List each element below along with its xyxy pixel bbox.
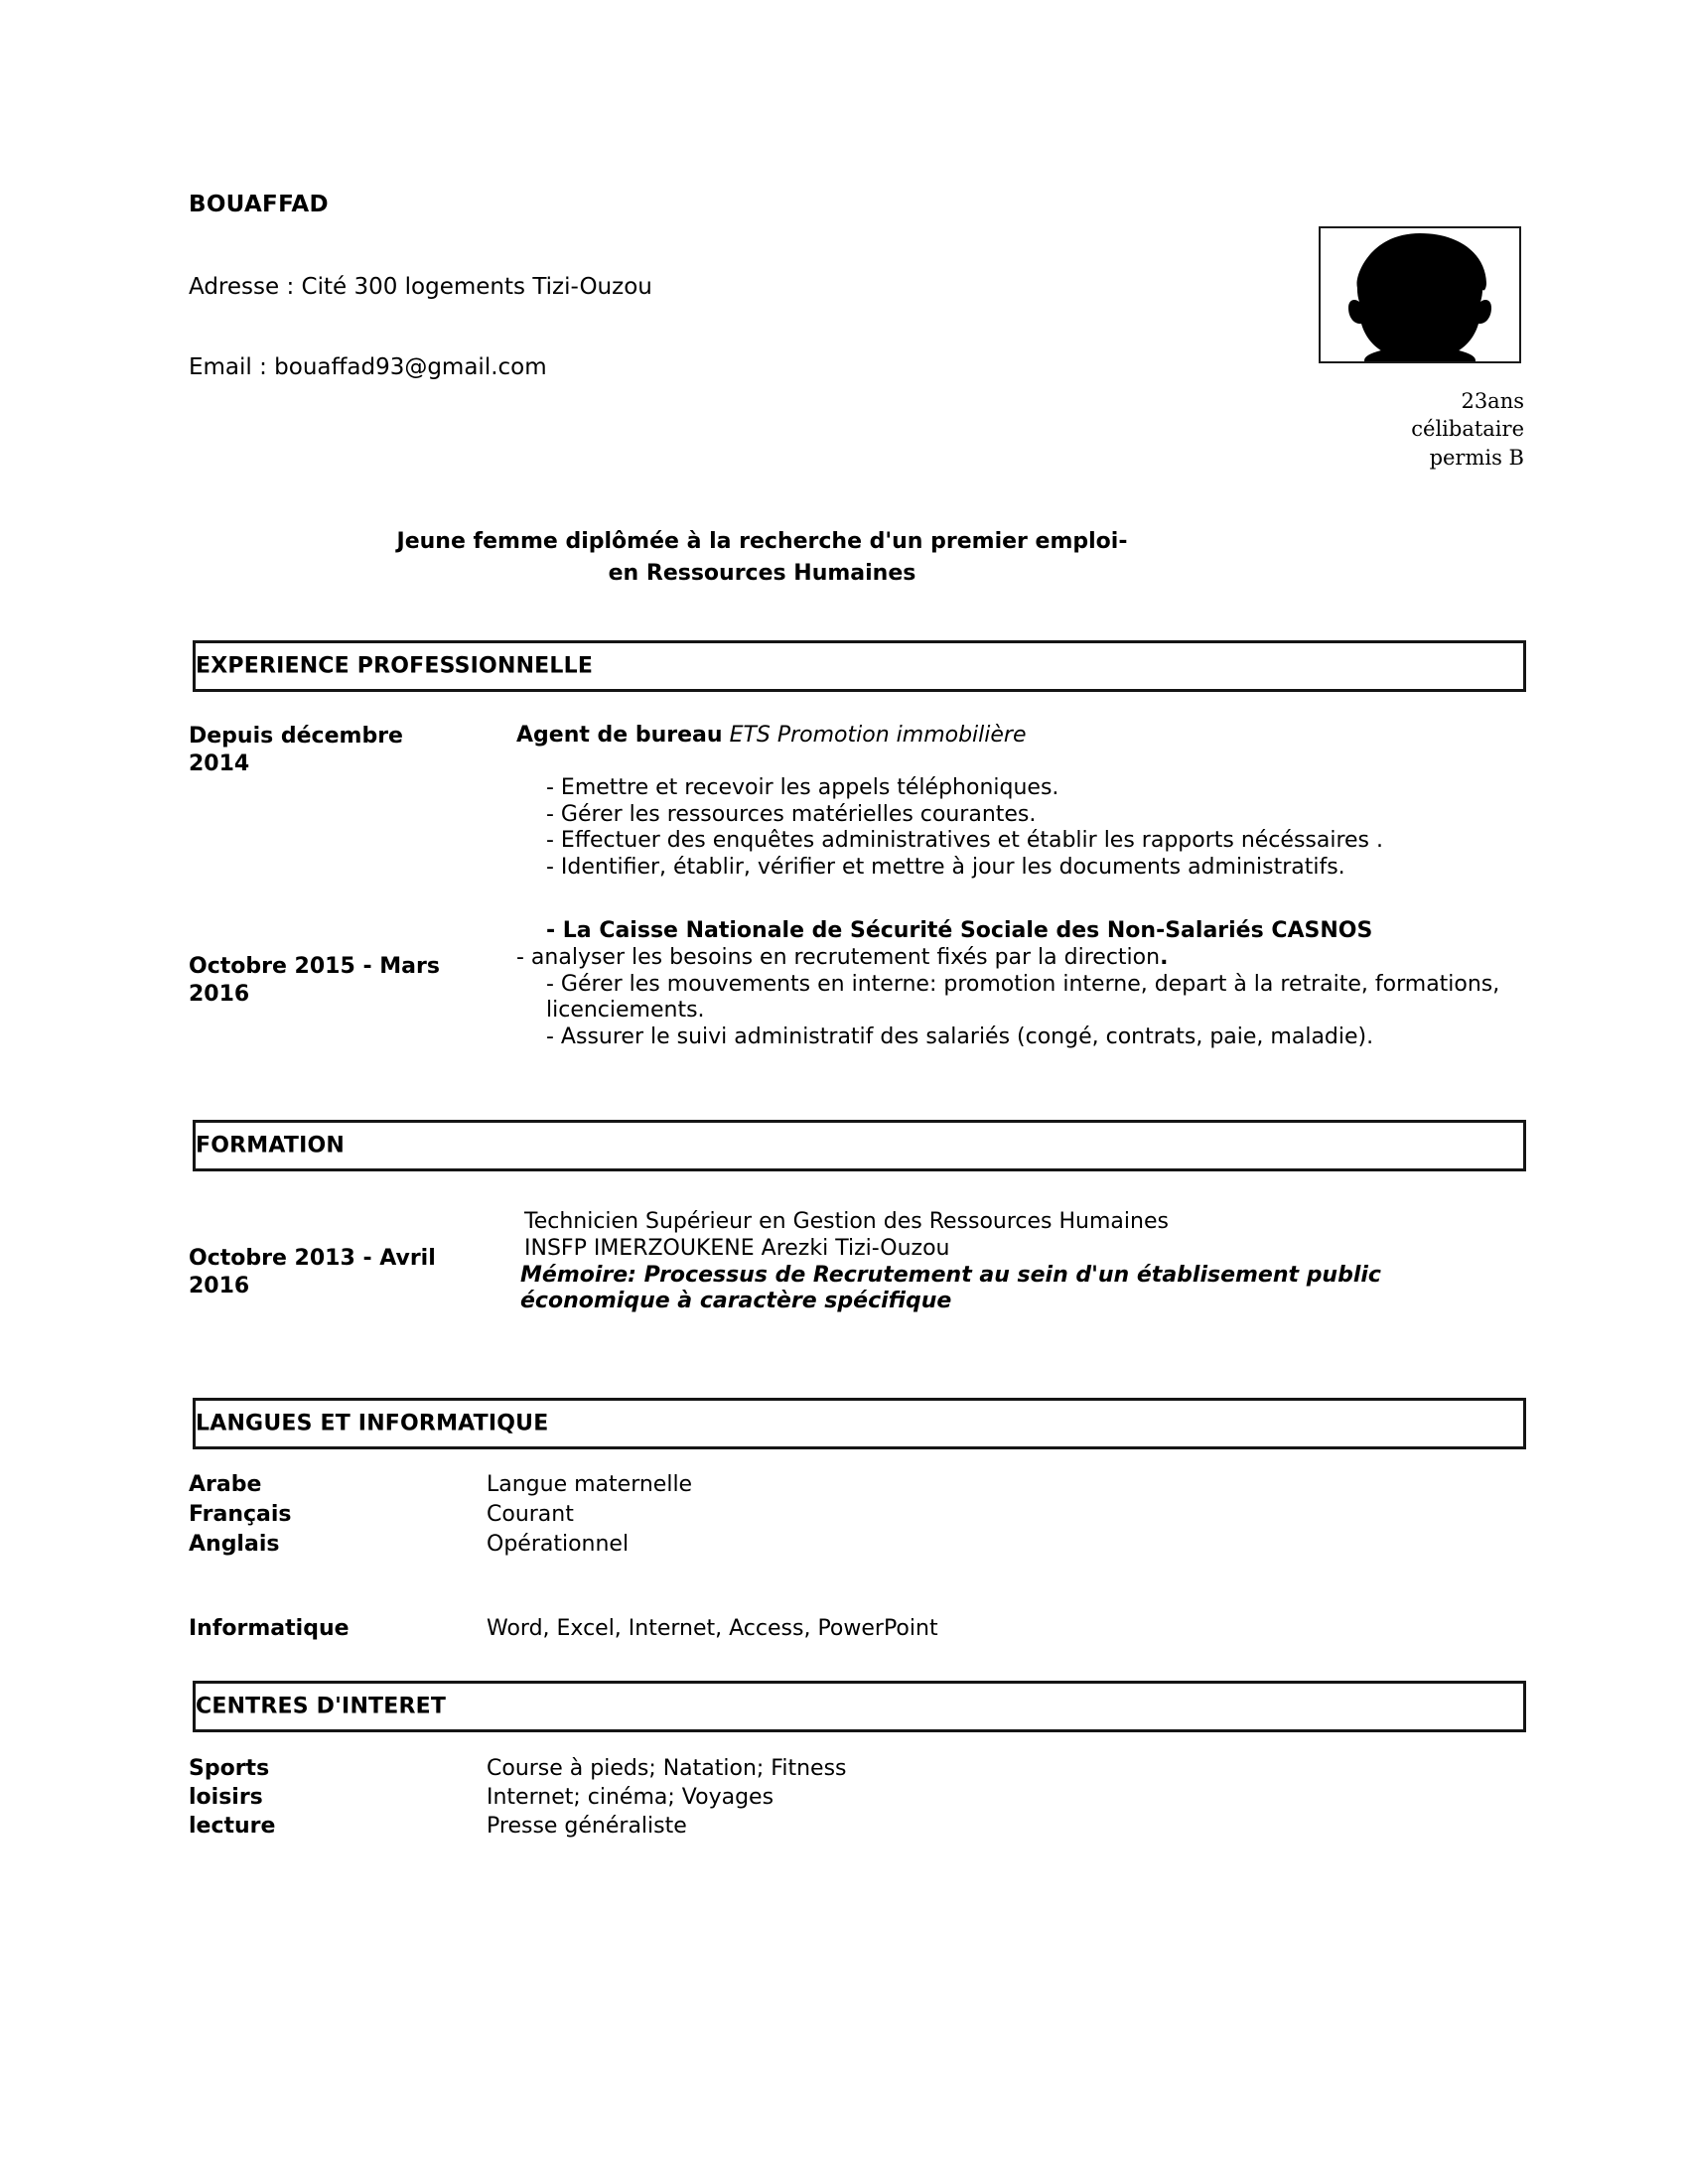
langue-label: Anglais	[189, 1532, 280, 1557]
formation-memoir-line-1: Mémoire: Processus de Recrutement au sein d'un établisement public	[520, 1262, 1381, 1288]
langue-value: Opérationnel	[487, 1532, 630, 1557]
candidate-email: Email : bouaffad93@gmail.com	[189, 354, 547, 380]
section-title-interets: CENTRES D'INTERET	[196, 1694, 447, 1719]
photo-meta-block	[1142, 387, 1524, 472]
headline-line-2: en Ressources Humaines	[608, 560, 916, 586]
experience-entry-2	[189, 918, 1529, 1067]
interet-value: Internet; cinéma; Voyages	[487, 1785, 774, 1810]
experience-entry-1-dates	[189, 723, 487, 777]
langue-label: Français	[189, 1502, 292, 1527]
date-line-1: Depuis décembre	[189, 724, 403, 749]
interet-label: loisirs	[189, 1785, 263, 1810]
experience-entry-1-role-row	[516, 723, 1529, 750]
langue-label: Arabe	[189, 1472, 262, 1497]
experience-entry-1-role: Agent de bureau	[516, 723, 723, 748]
formation-diploma: Technicien Supérieur en Gestion des Ressources Humaines	[524, 1209, 1169, 1234]
informatique-label: Informatique	[189, 1616, 350, 1641]
headline-line-1: Jeune femme diplômée à la recherche d'un premier emploi-	[396, 529, 1128, 554]
interet-label: lecture	[189, 1814, 276, 1839]
formation-entry-1-dates	[189, 1245, 487, 1299]
interet-value: Course à pieds; Natation; Fitness	[487, 1756, 847, 1781]
experience-entry-1-content	[516, 723, 1529, 882]
experience-entry-1-bullets	[546, 775, 1529, 882]
list-item: - Effectuer des enquêtes administratives et établir les rapports nécéssaires .	[546, 828, 1384, 854]
section-title-langues: LANGUES ET INFORMATIQUE	[196, 1411, 549, 1436]
section-header-langues	[193, 1398, 1526, 1449]
section-header-interets	[193, 1681, 1526, 1732]
date-line-2: 2014	[189, 751, 250, 776]
formation-entry-1-content	[520, 1209, 1537, 1315]
interet-value: Presse généraliste	[487, 1814, 687, 1839]
candidate-address: Adresse : Cité 300 logements Tizi-Ouzou	[189, 274, 652, 300]
langue-value: Courant	[487, 1502, 574, 1527]
list-item-text: - analyser les besoins en recrutement fixés par la direction	[516, 944, 1161, 970]
experience-entry-2-heading: - La Caisse Nationale de Sécurité Sociale des Non-Salariés CASNOS	[546, 918, 1373, 943]
experience-entry-1	[189, 723, 1529, 896]
list-item: - Emettre et recevoir les appels téléphoniques.	[546, 774, 1059, 800]
experience-entry-2-bullets	[516, 945, 1529, 1051]
date-line-2: 2016	[189, 1273, 250, 1298]
formation-school: INSFP IMERZOUKENE Arezki Tizi-Ouzou	[524, 1235, 950, 1261]
experience-entry-2-dates	[189, 953, 487, 1008]
list-item	[516, 945, 1529, 972]
person-silhouette-icon	[1321, 228, 1519, 361]
list-item-period: .	[1160, 944, 1169, 970]
interet-label: Sports	[189, 1756, 270, 1781]
langue-value: Langue maternelle	[487, 1472, 693, 1497]
list-item: - Assurer le suivi administratif des salariés (congé, contrats, paie, maladie).	[546, 1024, 1374, 1050]
candidate-name: BOUAFFAD	[189, 192, 329, 217]
candidate-photo	[1319, 226, 1521, 363]
headline-block	[189, 526, 1336, 590]
informatique-value: Word, Excel, Internet, Access, PowerPoint	[487, 1616, 938, 1641]
photo-meta-marital: célibataire	[1411, 417, 1524, 442]
photo-meta-age: 23ans	[1461, 389, 1524, 413]
date-line-1: Octobre 2013 - Avril	[189, 1246, 436, 1271]
list-item: - Gérer les ressources matérielles courantes.	[546, 801, 1037, 827]
section-title-formation: FORMATION	[196, 1133, 345, 1159]
section-title-experience: EXPERIENCE PROFESSIONNELLE	[196, 653, 594, 679]
section-header-formation	[193, 1120, 1526, 1171]
date-line-1: Octobre 2015 - Mars	[189, 954, 440, 979]
experience-entry-1-company: ETS Promotion immobilière	[729, 723, 1027, 748]
formation-memoir-line-2: économique à caractère spécifique	[520, 1289, 952, 1314]
list-item: - Gérer les mouvements en interne: promotion interne, depart à la retraite, formations, licenciements.	[546, 971, 1500, 1024]
section-header-experience	[193, 640, 1526, 692]
photo-meta-licence: permis B	[1429, 445, 1524, 470]
date-line-2: 2016	[189, 981, 250, 1007]
experience-entry-2-content	[516, 918, 1529, 1051]
list-item: - Identifier, établir, vérifier et mettre à jour les documents administratifs.	[546, 855, 1345, 881]
formation-entry-1	[189, 1209, 1529, 1358]
